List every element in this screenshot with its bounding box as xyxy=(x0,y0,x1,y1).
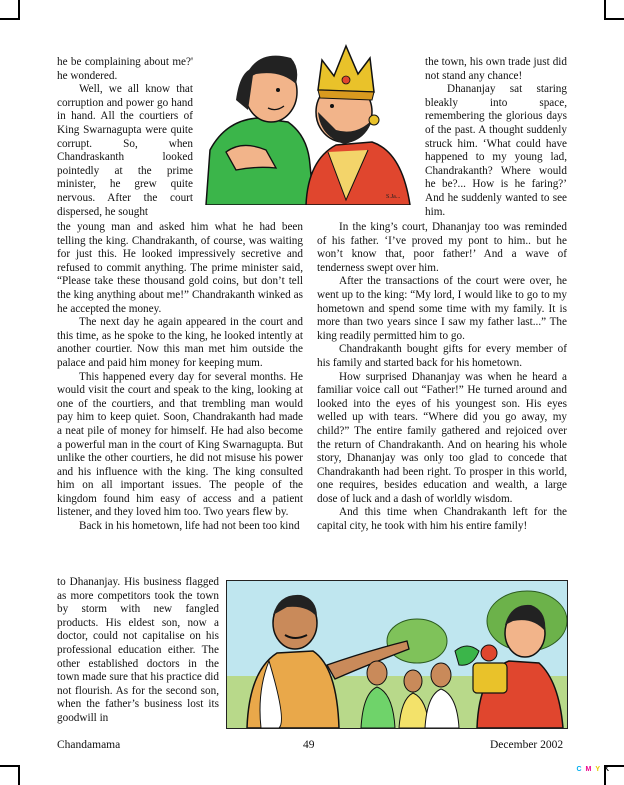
registration-mark-c: C xyxy=(576,766,583,773)
paragraph: Back in his hometown, life had not been too kind xyxy=(79,520,300,533)
paragraph: to Dhananjay. His business flagged as more competitors took the town by storm with new fangled products. His eldest son, now a doctor, could not capitalise on his professional education either. The other established doctors in the town made sure that his practice did not flourish. As for the second son, when the father’s business lost its goodwill in xyxy=(57,576,219,724)
text-right-middle xyxy=(317,221,567,534)
crop-mark-top-left xyxy=(0,0,20,20)
paragraph: In the king’s court, Dhananjay too was reminded of his father. ‘I’ve proved my pont to him.. but he won’t know that, poor father!’ And a wave of tenderness swept over him. xyxy=(317,221,567,274)
paragraph: This happened every day for several months. He would visit the court and speak to the king, looking at one of the courtiers, and that trembling man would pay him to keep quiet. Soon, Chandrakanth had made a neat pile of money for himself. He had also become a powerful man in the court of King Swarnagupta. But unlike the other courtiers, he did not misuse his power and his influence with the king. The king consulted him on all important issues. The people of the kingdom found him easy of access and a patient listener, and they loved him too. Two years flew by. xyxy=(57,370,303,519)
paragraph: How surprised Dhananjay was when he heard a familiar voice call out “Father!” He turned around and looked into the eyes of his youngest son. His eyes welled up with tears. “Where did you go away, my child?” The entire family gathered and rejoiced over the return of Chandrakanth. And on hearing his whole story, Dhananjay was only too glad to concede that Chandrakanth had been right. To prosper in this world, one requires, besides education and wealth, a large dose of luck and a dash of worldly wisdom. xyxy=(317,370,567,505)
crop-mark-bottom-left xyxy=(0,765,20,785)
paragraph: the town, his own trade just did not stand any chance! xyxy=(425,56,567,82)
illustration-signature: S.Ja... xyxy=(386,194,401,200)
registration-mark-k: K xyxy=(603,766,610,773)
illustration-family-reunion xyxy=(226,580,568,729)
registration-mark-y: Y xyxy=(595,766,601,773)
footer-issue-date: December 2002 xyxy=(490,739,564,751)
paragraph: Chandrakanth bought gifts for every member of his family and started back for his hometown. xyxy=(317,343,567,369)
footer-magazine-name: Chandamama xyxy=(57,739,121,751)
text-left-middle xyxy=(57,221,303,534)
paragraph: The next day he again appeared in the court and this time, as he spoke to the king, he looked intently at another courtier. Now this man met him outside the palace and paid him money for keeping mum. xyxy=(57,316,303,369)
crop-mark-top-right xyxy=(604,0,624,20)
text-left-bottom xyxy=(57,576,219,726)
registration-mark-m: M xyxy=(585,766,593,773)
illustration-courtiers xyxy=(196,40,420,205)
paragraph: After the transactions of the court were over, he went up to the king: “My lord, I would like to go to my hometown and spend some time with my family. It is more than two years since I saw my father last...” The king readily permitted him to go. xyxy=(317,275,567,342)
registration-marks xyxy=(577,766,611,773)
text-left-top xyxy=(57,56,193,219)
paragraph: he be complaining about me?' he wondered. xyxy=(57,56,193,82)
paragraph: the young man and asked him what he had been telling the king. Chandrakanth, of course, was waiting for just this. He looked impressively secretive and refused to commit anything. The prime minister said, “Please take these thousand gold coins, but don’t tell the king anything about me!” Chandrakanth winked as he accepted the money. xyxy=(57,221,303,315)
paragraph: Dhananjay sat staring bleakly into space, remembering the glorious days of the past. A thought suddenly struck him. ‘What could have happened to my young lad, Chandrakanth? Where would he be?... How is he faring?’ And he suddenly wanted to see him. xyxy=(425,83,567,218)
text-right-top xyxy=(425,56,567,219)
footer-page-number: 49 xyxy=(303,739,315,751)
paragraph: Well, we all know that corruption and power go hand in hand. All the courtiers of King Swarnagupta were quite corrupt. So, when Chandraskanth looked pointedly at the prime minister, he grew quite nervous. After the court dispersed, he sought xyxy=(57,83,193,218)
paragraph: And this time when Chandrakanth left for the capital city, he took with him his entire family! xyxy=(317,506,567,533)
